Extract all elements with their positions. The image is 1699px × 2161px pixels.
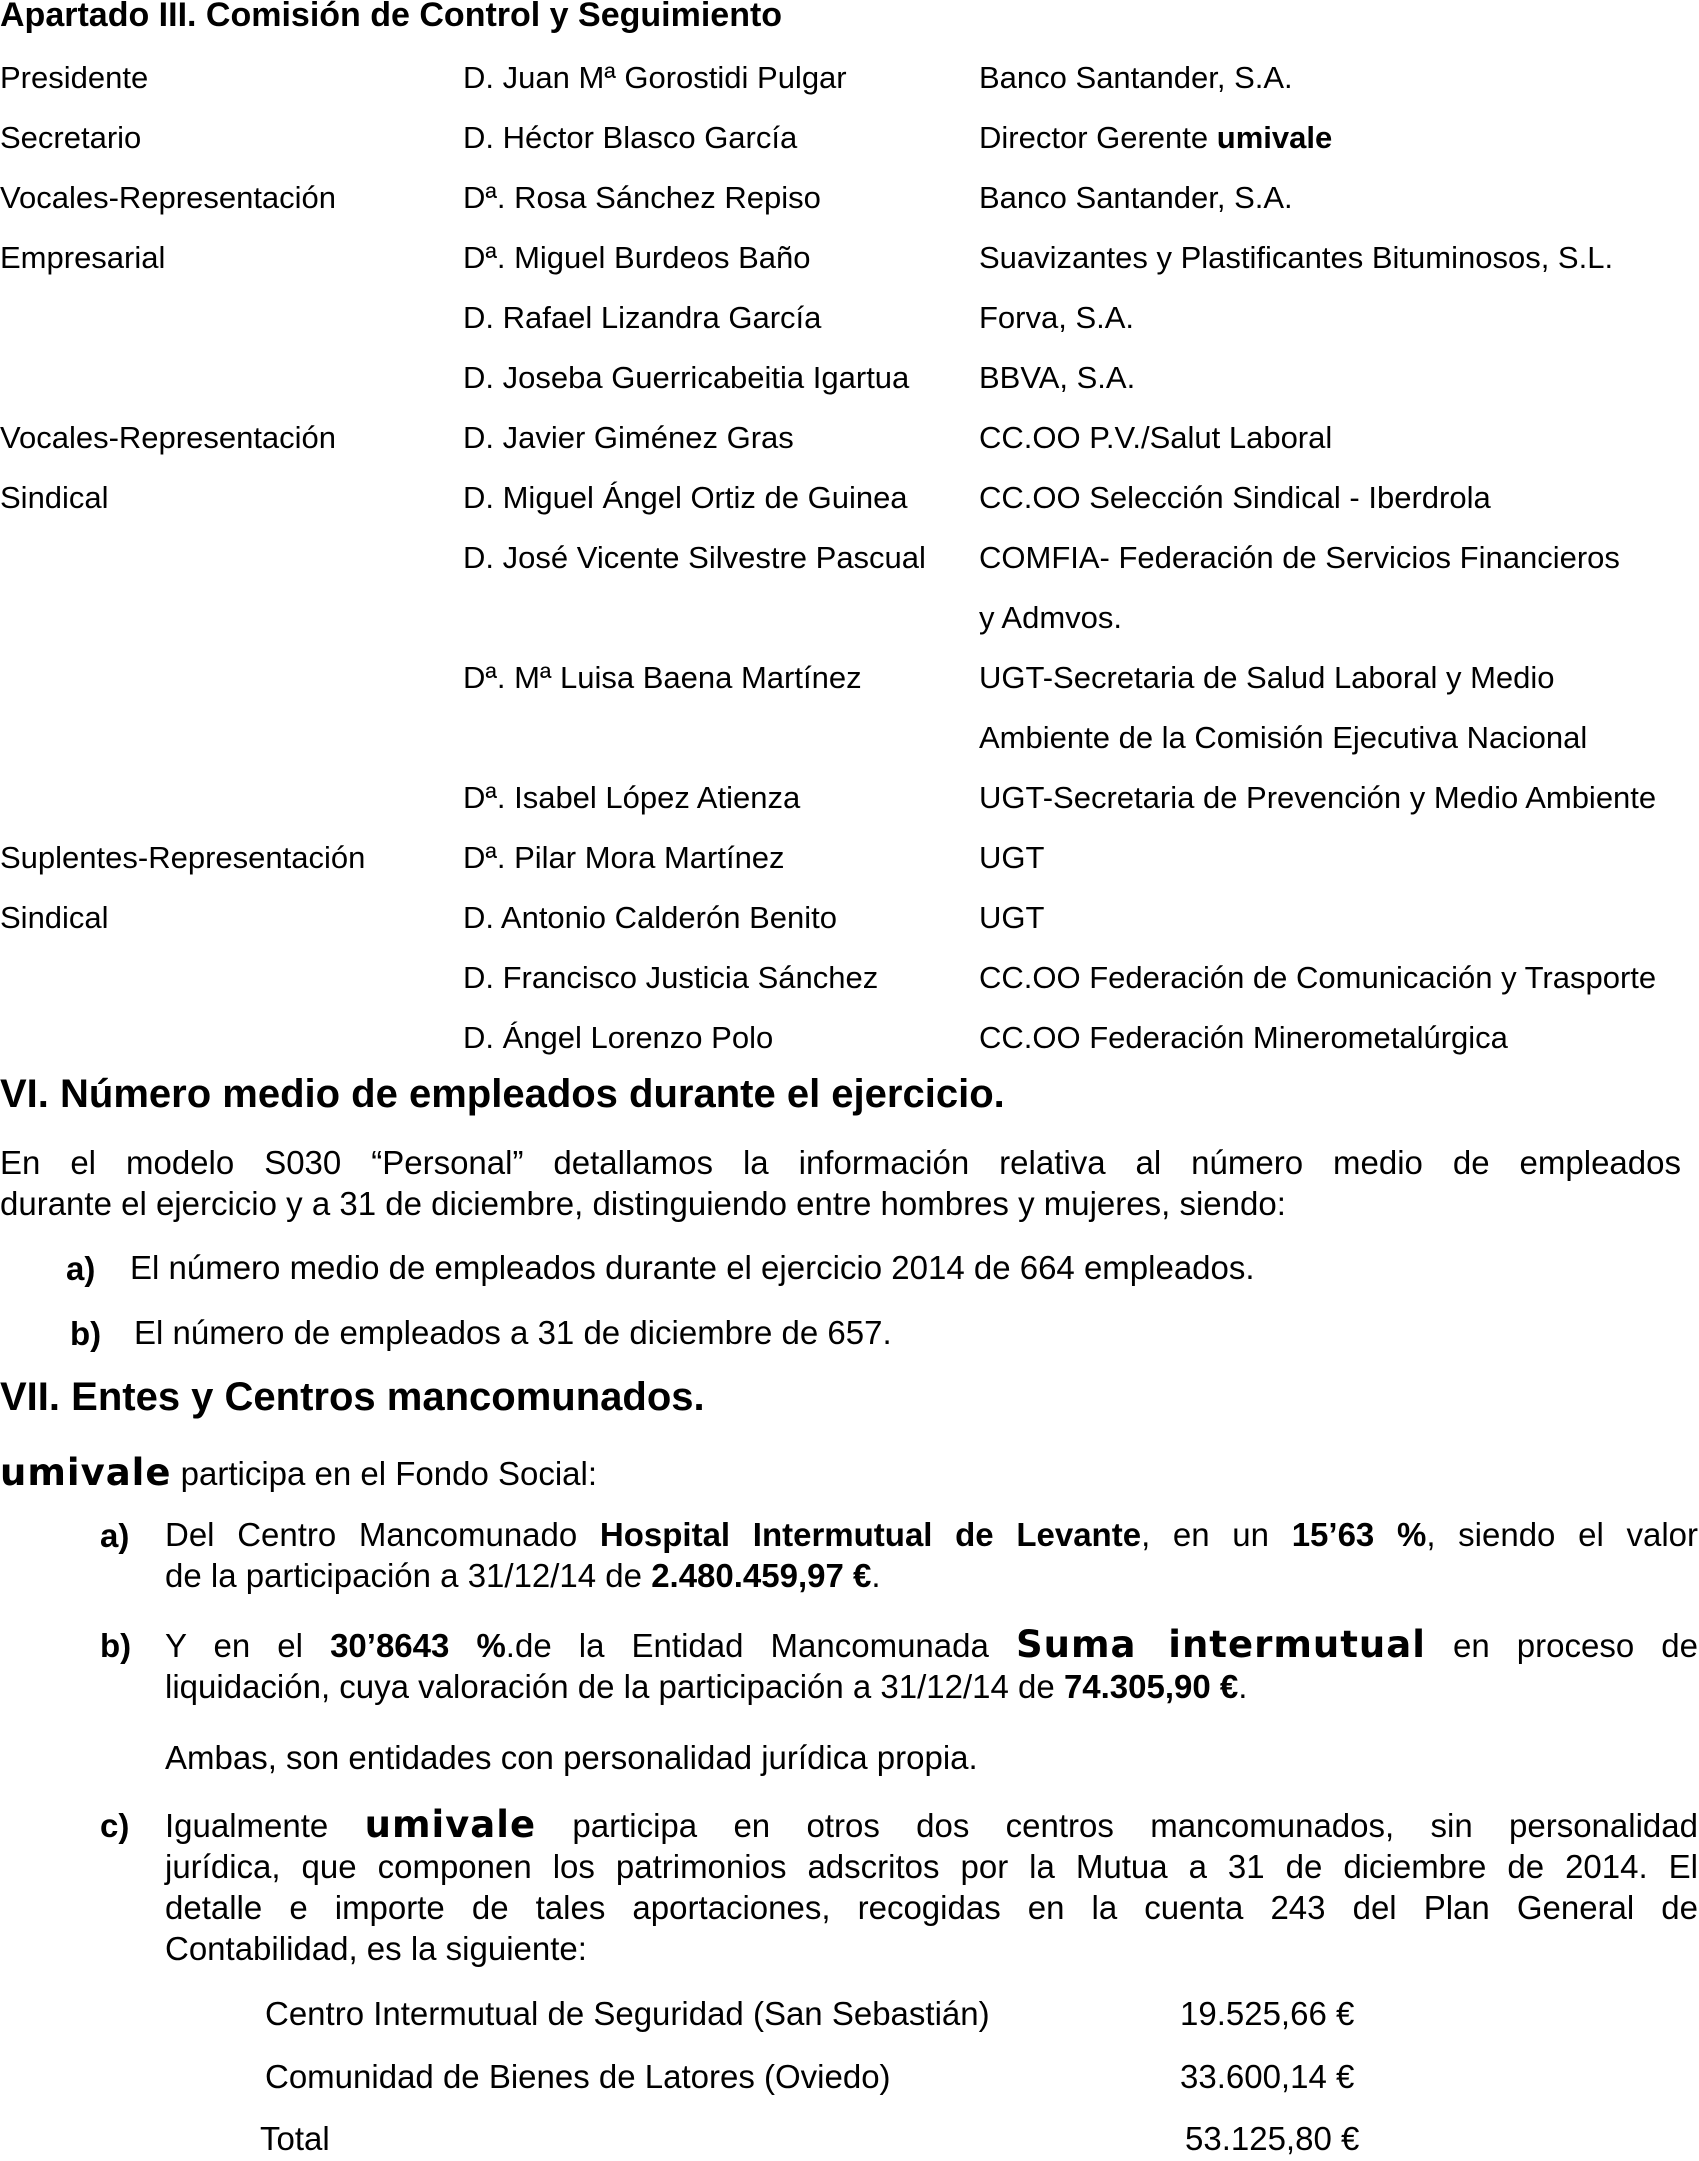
name-cell: Dª. Mª Luisa Baena Martínez bbox=[463, 660, 862, 695]
umivale-logo: umivale bbox=[364, 1803, 537, 1846]
table-row bbox=[0, 540, 1699, 600]
name-cell: D. Héctor Blasco García bbox=[463, 120, 798, 155]
name-cell: D. José Vicente Silvestre Pascual bbox=[463, 540, 926, 575]
entity-cell: Ambiente de la Comisión Ejecutiva Nacional bbox=[979, 720, 1588, 755]
role-cell: Suplentes-Representación bbox=[0, 840, 366, 875]
table-row bbox=[0, 120, 1699, 180]
table-row bbox=[0, 600, 1699, 660]
text-run: , en un bbox=[1141, 1516, 1292, 1553]
item-line bbox=[165, 1666, 1698, 1707]
intro-line: En el modelo S030 “Personal” detallamos la información relativa al número medio de empleados bbox=[0, 1144, 1681, 1181]
text-run: Del Centro Mancomunado bbox=[165, 1516, 600, 1553]
entity-cell: UGT bbox=[979, 900, 1045, 935]
suma-intermutual-logo: Suma intermutual bbox=[1015, 1623, 1426, 1666]
entity-cell: UGT bbox=[979, 840, 1045, 875]
role-cell: Vocales-Representación bbox=[0, 180, 337, 215]
entity-cell: COMFIA- Federación de Servicios Financieros bbox=[979, 540, 1620, 575]
row-label: Comunidad de Bienes de Latores (Oviedo) bbox=[265, 2058, 891, 2095]
text-run: participa en otros dos centros mancomunados, sin personalidad bbox=[536, 1807, 1698, 1844]
role-cell: Empresarial bbox=[0, 240, 166, 275]
row-label: Centro Intermutual de Seguridad (San Sebastián) bbox=[265, 1995, 990, 2032]
text-run: en proceso de bbox=[1425, 1627, 1698, 1664]
hospital-name: Hospital Intermutual de Levante bbox=[599, 1516, 1142, 1553]
item-line: jurídica, que componen los patrimonios adscritos por la Mutua a 31 de diciembre de 2014. El bbox=[165, 1848, 1698, 1885]
table-row bbox=[0, 420, 1699, 480]
intro-text: participa en el Fondo Social: bbox=[171, 1455, 598, 1492]
list-item-c bbox=[165, 1804, 1698, 1969]
list-marker: a) bbox=[66, 1250, 96, 1287]
list-marker: a) bbox=[100, 1517, 130, 1554]
intro-line: durante el ejercicio y a 31 de diciembre, distinguiendo entre hombres y mujeres, siendo: bbox=[0, 1185, 1286, 1222]
name-cell: Dª. Pilar Mora Martínez bbox=[463, 840, 785, 875]
entity-cell bbox=[979, 120, 1332, 156]
table-row bbox=[0, 240, 1699, 300]
amount: 74.305,90 € bbox=[1063, 1668, 1239, 1705]
name-cell: D. Ángel Lorenzo Polo bbox=[463, 1020, 774, 1055]
section-vi-title: VI. Número medio de empleados durante el ejercicio. bbox=[0, 1072, 1005, 1116]
brand-name: umivale bbox=[1216, 120, 1333, 155]
item-line: Contabilidad, es la siguiente: bbox=[165, 1930, 587, 1967]
apartado-title: Apartado III. Comisión de Control y Seguimiento bbox=[0, 0, 783, 34]
umivale-logo: umivale bbox=[0, 1451, 172, 1494]
entity-cell: BBVA, S.A. bbox=[979, 360, 1136, 395]
name-cell: D. Joseba Guerricabeitia Igartua bbox=[463, 360, 910, 395]
name-cell: D. Juan Mª Gorostidi Pulgar bbox=[463, 60, 847, 95]
list-marker: b) bbox=[100, 1627, 132, 1664]
table-row bbox=[0, 60, 1699, 120]
table-row bbox=[0, 660, 1699, 720]
table-row bbox=[0, 1020, 1699, 1080]
table-row bbox=[0, 480, 1699, 540]
role-cell: Presidente bbox=[0, 60, 149, 95]
name-cell: D. Rafael Lizandra García bbox=[463, 300, 822, 335]
item-line bbox=[165, 1624, 1698, 1666]
amount: 2.480.459,97 € bbox=[651, 1557, 872, 1594]
name-cell: D. Miguel Ángel Ortiz de Guinea bbox=[463, 480, 908, 515]
entity-cell: CC.OO Federación de Comunicación y Trasporte bbox=[979, 960, 1657, 995]
row-amount: 33.600,14 € bbox=[1180, 2058, 1355, 2095]
name-cell: D. Javier Giménez Gras bbox=[463, 420, 794, 455]
list-marker: b) bbox=[70, 1315, 102, 1352]
table-row bbox=[0, 300, 1699, 360]
name-cell: Dª. Miguel Burdeos Baño bbox=[463, 240, 811, 275]
list-item: El número de empleados a 31 de diciembre de 657. bbox=[134, 1314, 892, 1351]
item-line: detalle e importe de tales aportaciones, recogidas en la cuenta 243 del Plan General de bbox=[165, 1889, 1698, 1926]
name-cell: D. Antonio Calderón Benito bbox=[463, 900, 837, 935]
list-item-b bbox=[165, 1624, 1698, 1707]
note-text: Ambas, son entidades con personalidad jurídica propia. bbox=[165, 1739, 978, 1776]
name-cell: Dª. Isabel López Atienza bbox=[463, 780, 801, 815]
text-run: liquidación, cuya valoración de la participación a 31/12/14 de bbox=[165, 1668, 1064, 1705]
role-cell: Sindical bbox=[0, 480, 109, 515]
entity-cell: CC.OO Selección Sindical - Iberdrola bbox=[979, 480, 1491, 515]
entity-cell: y Admvos. bbox=[979, 600, 1122, 635]
text-run: . bbox=[1238, 1668, 1248, 1705]
list-marker: c) bbox=[100, 1807, 130, 1844]
text-run: , siendo el valor bbox=[1426, 1516, 1698, 1553]
entity-cell: Suavizantes y Plastificantes Bituminosos, S.L. bbox=[979, 240, 1614, 275]
text-run: Y en el bbox=[165, 1627, 331, 1664]
section-vi-intro bbox=[0, 1142, 1681, 1224]
text-run: de la participación a 31/12/14 de bbox=[165, 1557, 652, 1594]
list-item: El número medio de empleados durante el ejercicio 2014 de 664 empleados. bbox=[130, 1249, 1255, 1286]
section-vii-title: VII. Entes y Centros mancomunados. bbox=[0, 1375, 705, 1419]
entity-cell: Banco Santander, S.A. bbox=[979, 60, 1293, 95]
list-item-a bbox=[165, 1514, 1698, 1596]
table-row bbox=[0, 900, 1699, 960]
table-row bbox=[0, 360, 1699, 420]
table-row bbox=[0, 840, 1699, 900]
entity-cell: Forva, S.A. bbox=[979, 300, 1135, 335]
table-row bbox=[0, 720, 1699, 780]
text-run: Igualmente bbox=[165, 1807, 365, 1844]
row-amount: 19.525,66 € bbox=[1180, 1995, 1355, 2032]
entity-cell: UGT-Secretaria de Prevención y Medio Ambiente bbox=[979, 780, 1657, 815]
role-cell: Secretario bbox=[0, 120, 142, 155]
table-row bbox=[0, 180, 1699, 240]
item-line bbox=[165, 1804, 1698, 1846]
name-cell: D. Francisco Justicia Sánchez bbox=[463, 960, 879, 995]
table-row bbox=[0, 780, 1699, 840]
role-cell: Sindical bbox=[0, 900, 109, 935]
section-vii-intro bbox=[0, 1452, 597, 1494]
role-cell: Vocales-Representación bbox=[0, 420, 337, 455]
text-run: . bbox=[871, 1557, 881, 1594]
entity-cell: UGT-Secretaria de Salud Laboral y Medio bbox=[979, 660, 1555, 695]
percentage: 15’63 % bbox=[1291, 1516, 1427, 1553]
total-label: Total bbox=[260, 2120, 330, 2157]
total-amount: 53.125,80 € bbox=[1185, 2120, 1360, 2157]
item-line bbox=[165, 1514, 1698, 1555]
entity-text: Director Gerente bbox=[979, 120, 1217, 155]
item-line bbox=[165, 1555, 1698, 1596]
percentage: 30’8643 % bbox=[330, 1627, 506, 1664]
table-row bbox=[0, 960, 1699, 1020]
entity-cell: Banco Santander, S.A. bbox=[979, 180, 1293, 215]
name-cell: Dª. Rosa Sánchez Repiso bbox=[463, 180, 821, 215]
text-run: .de la Entidad Mancomunada bbox=[505, 1627, 1016, 1664]
entity-cell: CC.OO Federación Minerometalúrgica bbox=[979, 1020, 1508, 1055]
entity-cell: CC.OO P.V./Salut Laboral bbox=[979, 420, 1333, 455]
